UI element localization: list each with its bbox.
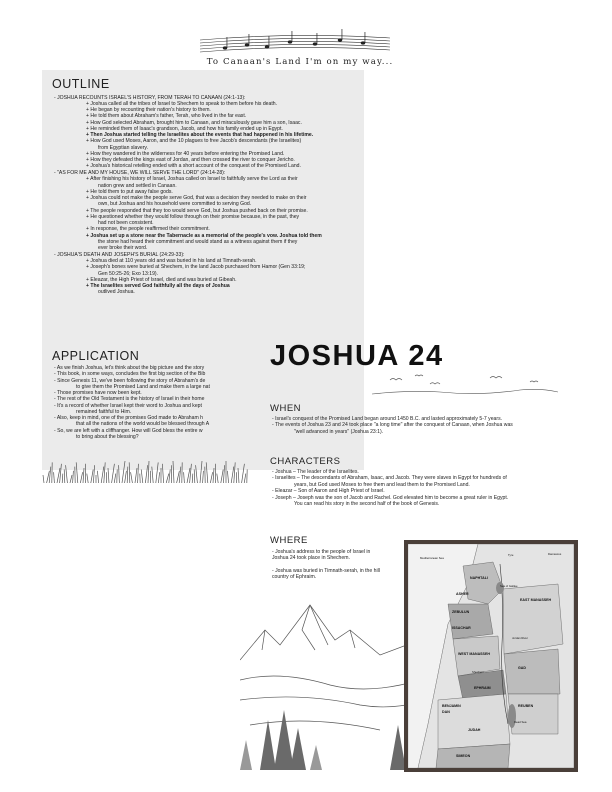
text-line: Gen 50:25-26; Exo 13:19). — [98, 270, 159, 277]
text-line: - This book, in some ways, concludes the first big section of the Bib — [54, 371, 206, 378]
text-line: - JOSHUA'S DEATH AND JOSEPH'S BURIAL (24:29-33): — [54, 251, 185, 258]
text-line: + The Israelites served God faithfully all the days of Joshua — [86, 283, 230, 289]
map-label: NAPHTALI — [470, 576, 488, 580]
map-label: ZEBULUN — [452, 610, 470, 614]
when-body — [272, 416, 582, 435]
map-label: Tyre — [508, 553, 514, 557]
text-line: + He told them about Abraham's father, Terah, who lived in the far east. — [86, 113, 247, 120]
text-line: + How they defeated the kings east of Jordan, and then crossed the river to conquer Jericho. — [86, 157, 295, 163]
text-line: + He reminded them of Isaac's grandson, Jacob, and how his family ended up in Egypt. — [86, 125, 283, 132]
map-label: ISSACHAR — [452, 626, 471, 630]
text-line: + Eleazar, the High Priest of Israel, died and was buried at Gibeah. — [86, 276, 237, 283]
map-label: Shechem — [472, 670, 484, 674]
text-line: own, but Joshua and his household were committed to serving God. — [98, 201, 252, 208]
text-line: + After finishing his history of Israel, Joshua called on Israel to faithfully serve the Lord as their — [86, 176, 298, 183]
text-line: - Joshua's address to the people of Israel in — [272, 549, 371, 555]
text-line: + How God used Moses, Aaron, and the 10 plagues to free Jacob's descendants (the Israelites) — [86, 138, 302, 145]
text-line: + He questioned whether they would follow through on their promise because, in the past, they — [86, 213, 300, 220]
text-line: - Those promises have now been kept. — [54, 390, 142, 396]
text-line: + Joshua set up a stone near the Tabernacle as a memorial of the people's vow. Joshua told them — [86, 232, 322, 239]
outline-body — [54, 94, 360, 296]
text-line: - So, we are left with a cliffhanger. How will God bless the entire w — [54, 427, 203, 434]
map-graphic — [408, 544, 574, 768]
text-line: + Joshua called all the tribes of Israel to Shechem to speak to them before his death. — [86, 100, 277, 107]
text-line: - JOSHUA RECOUNTS ISRAEL'S HISTORY, FROM TERAH TO CANAAN (24:1-13): — [54, 94, 246, 101]
text-line: had not been consistent. — [98, 220, 154, 226]
birds-decoration — [370, 370, 560, 400]
text-line: + Then Joshua started telling the Israelites about the events that had happened in his lifetime. — [86, 132, 314, 138]
map-label: SIMEON — [456, 754, 471, 758]
text-line: "well advanced in years" (Joshua 23:1). — [294, 428, 384, 435]
text-line: remained faithful to Him. — [76, 408, 132, 415]
map-label: WEST MANASSEH — [458, 652, 490, 656]
text-line: country of Ephraim. — [272, 574, 317, 581]
text-line: - Joseph – Joseph was the son of Jacob and Rachel. God elevated him to become a great ruler in Egypt. — [272, 494, 509, 501]
text-line: - As we finish Joshua, let's think about the big picture and the story — [54, 365, 205, 371]
text-line: + He told them to put away false gods. — [86, 188, 173, 195]
text-line: - "AS FOR ME AND MY HOUSE, WE WILL SERVE THE LORD" (24:14-28): — [54, 170, 226, 176]
text-line: + In response, the people reaffirmed their commitment. — [86, 226, 210, 233]
text-line: from Egyptian slavery. — [98, 144, 149, 151]
outline-heading: OUTLINE — [52, 77, 110, 91]
map-label: Dead Sea — [514, 720, 527, 724]
text-line: + He began by recounting their nation's history to them. — [86, 107, 211, 113]
map-label: EAST MANASSEH — [520, 598, 552, 602]
map-label: DAN — [442, 710, 450, 714]
text-line: outlived Joshua. — [98, 289, 135, 296]
text-line: to give them the Promised Land and make them a large nat — [76, 383, 210, 390]
text-line: the stone had heard their commitment and would stand as a witness against them if they — [98, 238, 298, 245]
text-line: Joshua 24 took place in Shechem. — [272, 555, 350, 562]
map-label: Damascus — [548, 552, 562, 556]
map-label: REUBEN — [518, 704, 534, 708]
text-line: + Joshua died at 110 years old and was buried in his land at Timnath-serah. — [86, 258, 257, 264]
text-line: - It's a record of whether Israel kept their word to Joshua and kept — [54, 402, 202, 409]
text-line: - Joshua – The leader of the Israelites. — [272, 469, 359, 475]
text-line: that all the nations of the world would be blessed through A — [76, 421, 210, 428]
map-label: ASHER — [456, 592, 469, 596]
map-label: Sea of Galilee — [500, 584, 518, 588]
text-line: - Joshua was buried in Timnath-serah, in the hill — [272, 567, 380, 574]
tribal-allotment-map — [408, 544, 574, 768]
text-line: years, but God used Moses to free them and lead them to the Promised Land. — [294, 481, 470, 488]
text-line: - The rest of the Old Testament is the history of Israel in their home — [54, 396, 205, 403]
text-line: + Joshua could not make the people serve God, that was a decision they needed to make on their — [86, 195, 307, 201]
map-label: Jordan River — [512, 636, 528, 640]
text-line: + Joshua's historical retelling ended with a short account of the conquest of the Promised Land. — [86, 163, 301, 170]
text-line: - Since Genesis 11, we've been following the story of Abraham's de — [54, 377, 206, 384]
text-line: to bring about the blessing? — [76, 433, 139, 440]
text-line: + How they wandered in the wilderness for 40 years before entering the Promised Land. — [86, 150, 285, 157]
text-line: + Joseph's bones were buried at Shechem, in the land Jacob purchased from Hamor (Gen 33:19; — [86, 264, 306, 271]
map-label: Mediterranean Sea — [420, 556, 444, 560]
when-heading: WHEN — [270, 403, 302, 414]
application-heading: APPLICATION — [52, 349, 140, 363]
where-body — [272, 549, 402, 581]
text-line: - The events of Joshua 23 and 24 took place "a long time" after the conquest of Canaan, when Joshua was — [272, 422, 513, 429]
where-heading: WHERE — [270, 535, 308, 546]
banner-text: To Canaan's Land I'm on my way... — [206, 57, 394, 67]
map-label: JUDAH — [468, 728, 481, 732]
page-title: JOSHUA 24 — [270, 340, 444, 372]
application-body — [54, 365, 264, 440]
text-line: You can read his story in the second half of the book of Genesis. — [294, 501, 440, 508]
text-line: + How God selected Abraham, brought him to Canaan, and miraculously gave him a son, Isaac. — [86, 119, 302, 126]
map-label: GAD — [518, 666, 526, 670]
text-line: - Eleazar – Son of Aaron and High Priest of Israel. — [272, 488, 385, 495]
mountain-landscape-illustration — [240, 600, 420, 770]
map-label: EPHRAIM — [474, 686, 491, 690]
text-line: - Israelites – The descendants of Abraham, Isaac, and Jacob. They were slaves in Egypt for hundreds of — [272, 475, 507, 482]
text-line: nation grew and settled in Canaan. — [98, 182, 177, 189]
text-line: ever broke their word. — [98, 245, 148, 251]
text-line: + The people responded that they too would serve God, but Joshua pushed back on their promise. — [86, 207, 308, 214]
text-line: - Also, keep in mind, one of the promises God made to Abraham h — [54, 415, 203, 421]
text-line: - Israel's conquest of the Promised Land began around 1450 B.C. and lasted approximately 5-7 years. — [272, 416, 503, 422]
characters-heading: CHARACTERS — [270, 456, 341, 467]
map-label: BENJAMIN — [442, 704, 461, 708]
characters-body — [272, 469, 582, 507]
grass-decoration — [42, 455, 250, 483]
